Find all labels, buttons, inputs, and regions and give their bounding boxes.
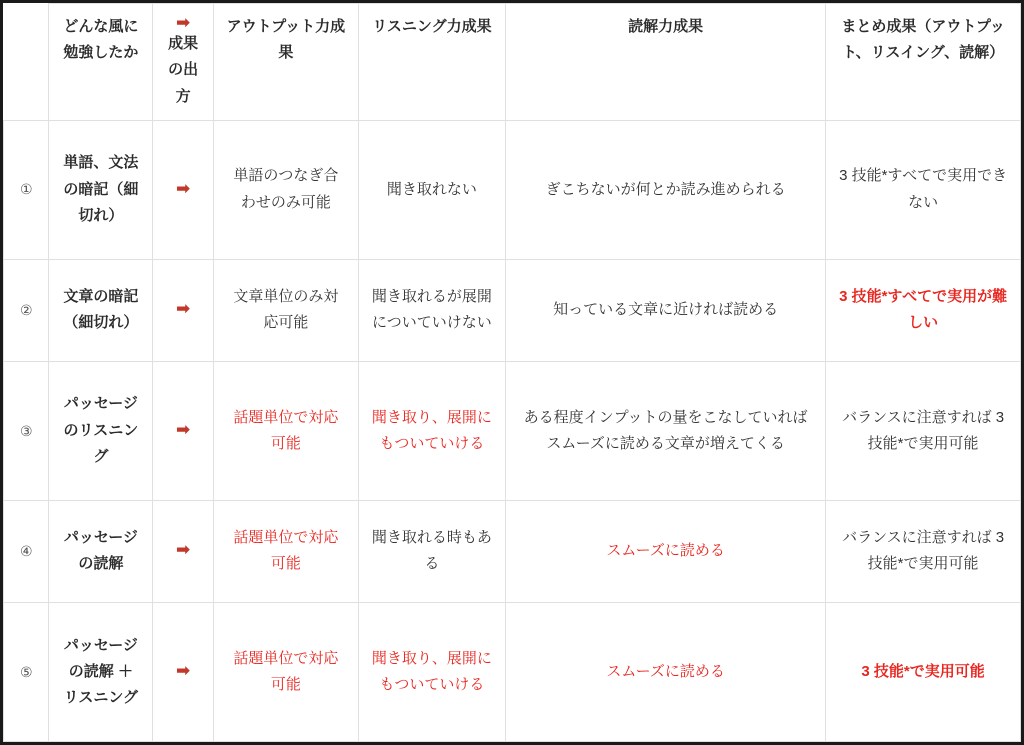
- cell-how: 文章の暗記（細切れ）: [49, 259, 153, 361]
- cell-output: 文章単位のみ対応可能: [213, 259, 358, 361]
- arrow-glyph: ➡: [175, 660, 191, 680]
- header-outcome-label: 成果の出方: [168, 35, 199, 105]
- row-index: ⑤: [4, 603, 49, 742]
- header-cell-index: [4, 4, 49, 121]
- table-row: [4, 120, 1021, 259]
- arrow-glyph: ➡: [175, 419, 191, 439]
- arrow-right-icon: [153, 120, 214, 259]
- table-body: [4, 120, 1021, 741]
- cell-listening: 聞き取れる時もある: [358, 500, 505, 602]
- cell-summary: 3 技能*すべてで実用できない: [826, 120, 1021, 259]
- header-cell-how: どんな風に勉強したか: [49, 4, 153, 121]
- header-cell-reading: 読解力成果: [505, 4, 825, 121]
- cell-reading: スムーズに読める: [505, 500, 825, 602]
- arrow-glyph: ➡: [175, 299, 191, 319]
- cell-summary: バランスに注意すれば 3 技能*で実用可能: [826, 500, 1021, 602]
- cell-output: 単語のつなぎ合わせのみ可能: [213, 120, 358, 259]
- row-index: ④: [4, 500, 49, 602]
- cell-reading: ぎこちないが何とか読み進められる: [505, 120, 825, 259]
- study-results-table: [3, 3, 1021, 742]
- arrow-right-icon: [153, 500, 214, 602]
- arrow-right-icon: ➡: [175, 13, 191, 32]
- cell-reading: 知っている文章に近ければ読める: [505, 259, 825, 361]
- header-row: [4, 4, 1021, 121]
- cell-output: 話題単位で対応可能: [213, 361, 358, 500]
- cell-summary: バランスに注意すれば 3 技能*で実用可能: [826, 361, 1021, 500]
- cell-reading: ある程度インプットの量をこなしていればスムーズに読める文章が増えてくる: [505, 361, 825, 500]
- arrow-right-icon: [153, 361, 214, 500]
- header-cell-summary: まとめ成果（アウトプット、リスイング、読解）: [826, 4, 1021, 121]
- arrow-glyph: ➡: [175, 540, 191, 560]
- cell-how: パッセージの読解: [49, 500, 153, 602]
- arrow-glyph: ➡: [175, 178, 191, 198]
- cell-summary: 3 技能*すべてで実用が難しい: [826, 259, 1021, 361]
- table-header: [4, 4, 1021, 121]
- header-cell-listening: リスニング力成果: [358, 4, 505, 121]
- cell-listening: 聞き取り、展開にもついていける: [358, 361, 505, 500]
- table-row: [4, 259, 1021, 361]
- table-row: [4, 500, 1021, 602]
- row-index: ②: [4, 259, 49, 361]
- cell-listening: 聞き取り、展開にもついていける: [358, 603, 505, 742]
- cell-summary: 3 技能*で実用可能: [826, 603, 1021, 742]
- row-index: ③: [4, 361, 49, 500]
- table-row: [4, 361, 1021, 500]
- cell-how: 単語、文法の暗記（細切れ）: [49, 120, 153, 259]
- cell-how: パッセージのリスニング: [49, 361, 153, 500]
- arrow-right-icon: [153, 603, 214, 742]
- cell-reading: スムーズに読める: [505, 603, 825, 742]
- cell-output: 話題単位で対応可能: [213, 500, 358, 602]
- header-cell-outcome: [153, 4, 214, 121]
- cell-how: パッセージの読解 ＋ リスニング: [49, 603, 153, 742]
- header-cell-output: アウトプット力成果: [213, 4, 358, 121]
- arrow-right-icon: [153, 259, 214, 361]
- cell-listening: 聞き取れるが展開についていけない: [358, 259, 505, 361]
- table-row: [4, 603, 1021, 742]
- row-index: ①: [4, 120, 49, 259]
- cell-listening: 聞き取れない: [358, 120, 505, 259]
- cell-output: 話題単位で対応可能: [213, 603, 358, 742]
